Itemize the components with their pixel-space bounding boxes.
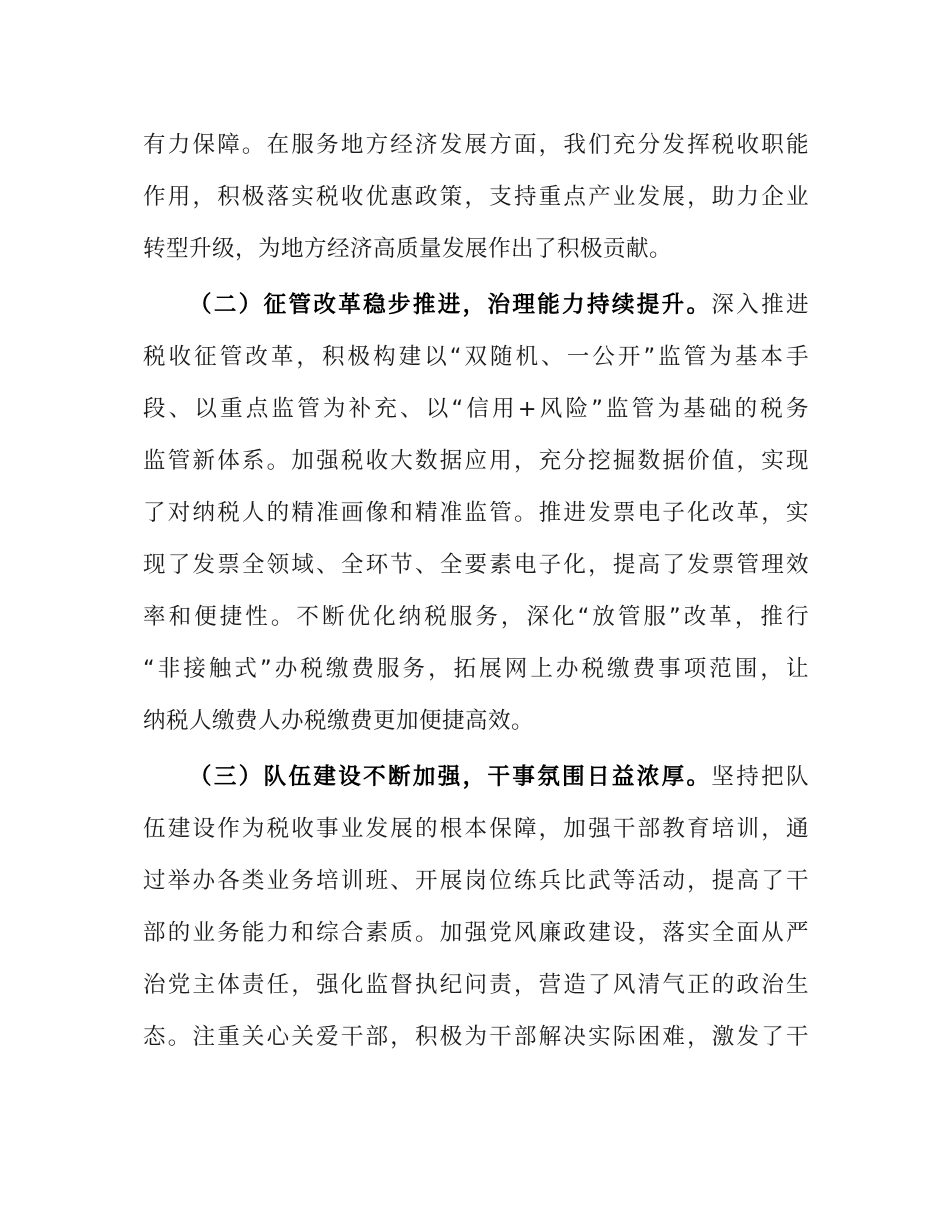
intro-line-3: 转型升级，为地方经济高质量发展作出了积极贡献。 (143, 236, 673, 262)
section3-line-2: 过举办各类业务培训班、开展岗位练兵比武等活动，提高了干 (143, 868, 809, 894)
section2-first-line-rest: 深入推进 (711, 292, 809, 318)
section2-line-6: 率和便捷性。不断优化纳税服务，深化“放管服”改革，推行 (143, 604, 809, 630)
section2-line-7: “非接触式”办税缴费服务，拓展网上办税缴费事项范围，让 (143, 656, 809, 682)
section2-first-line (189, 290, 809, 320)
section2-line-5: 现了发票全领域、全环节、全要素电子化，提高了发票管理效 (143, 552, 809, 578)
section2-line-4: 了对纳税人的精准画像和精准监管。推进发票电子化改革，实 (143, 500, 809, 526)
section3-first-line-rest: 坚持把队 (711, 764, 809, 790)
section2-line-2: 段、以重点监管为补充、以“信用+风险”监管为基础的税务 (143, 396, 809, 422)
section3-line-1: 伍建设作为税收事业发展的根本保障，加强干部教育培训，通 (143, 816, 809, 842)
intro-line-1: 有力保障。在服务地方经济发展方面，我们充分发挥税收职能 (143, 132, 809, 158)
section3-first-line (189, 762, 809, 792)
section3-heading: （三）队伍建设不断加强，干事氛围日益浓厚。 (189, 764, 712, 790)
section3-line-5: 态。注重关心关爱干部，积极为干部解决实际困难，激发了干 (143, 1024, 809, 1050)
section3-line-3: 部的业务能力和综合素质。加强党风廉政建设，落实全面从严 (143, 920, 809, 946)
section3-line-4: 治党主体责任，强化监督执纪问责，营造了风清气正的政治生 (143, 972, 809, 998)
section2-line-3: 监管新体系。加强税收大数据应用，充分挖掘数据价值，实现 (143, 448, 809, 474)
section2-heading: （二）征管改革稳步推进，治理能力持续提升。 (189, 292, 712, 318)
intro-line-2: 作用，积极落实税收优惠政策，支持重点产业发展，助力企业 (143, 184, 809, 210)
section2-line-1: 税收征管改革，积极构建以“双随机、一公开”监管为基本手 (143, 344, 809, 370)
section2-line-8: 纳税人缴费人办税缴费更加便捷高效。 (143, 708, 535, 734)
